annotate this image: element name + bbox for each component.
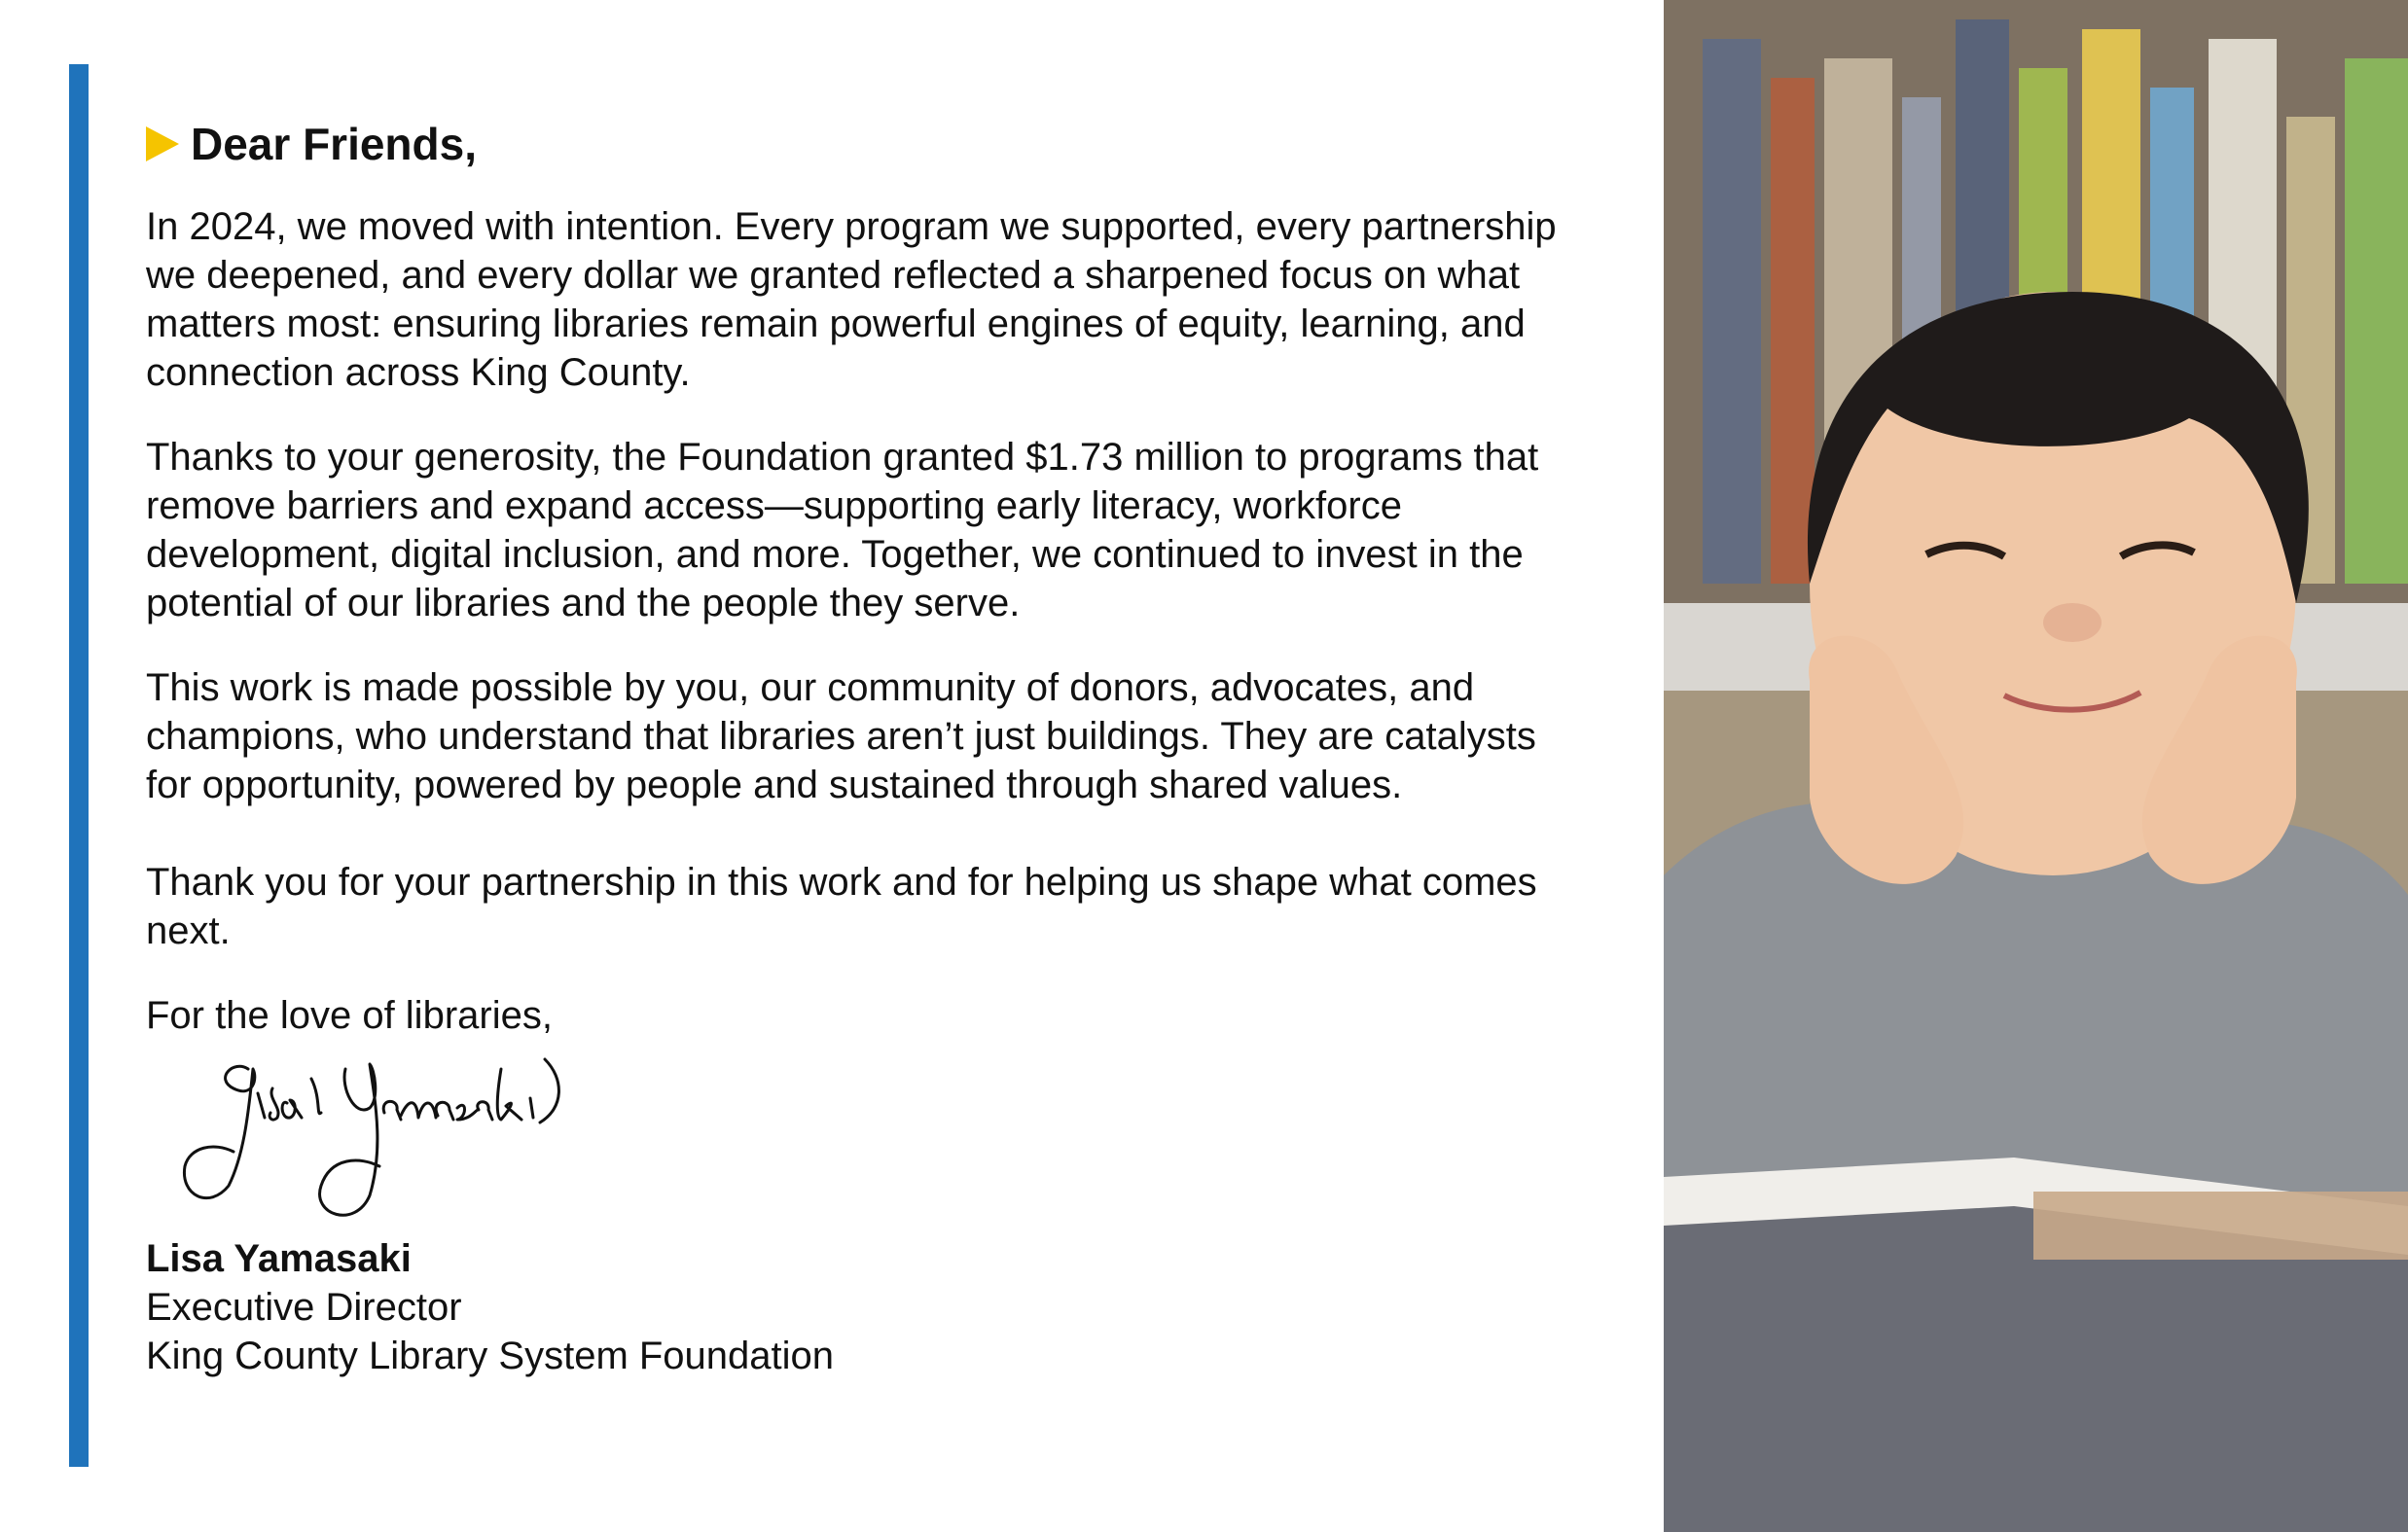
paragraph-2: Thanks to your generosity, the Foundation granted $1.73 million to programs that remove barriers and expand access—supporting early literacy, workforce development, digital inclusion, and more. Together, we continued to invest in the potential of our libraries and the people they serve. bbox=[146, 436, 1539, 624]
paragraph-3: This work is made possible by you, our community of donors, advocates, and champions, who understand that libraries aren’t just buildings. They are catalysts for opportunity, powered by people and sustained through shared values. bbox=[146, 666, 1536, 806]
accent-bar bbox=[69, 64, 89, 1467]
paragraph-1: In 2024, we moved with intention. Every program we supported, every partnership we deepened, and every dollar we granted reflected a sharpened focus on what matters most: ensuring libraries remain powerful engines of equity, learning, and connection across King County. bbox=[146, 205, 1557, 394]
greeting-row bbox=[146, 117, 1576, 171]
closing-line: For the love of libraries, bbox=[146, 994, 553, 1037]
signer-name: Lisa Yamasaki bbox=[146, 1237, 412, 1280]
child-reading-photo bbox=[1664, 0, 2408, 1532]
greeting: Dear Friends, bbox=[191, 119, 477, 169]
signer-title: Executive Director bbox=[146, 1286, 462, 1329]
signer-organization: King County Library System Foundation bbox=[146, 1335, 835, 1377]
triangle-arrow-icon bbox=[146, 126, 179, 161]
paragraph-4: Thank you for your partnership in this work and for helping us shape what comes next. bbox=[146, 861, 1537, 952]
letter-body bbox=[146, 117, 1576, 1380]
handwritten-signature bbox=[175, 1040, 681, 1234]
